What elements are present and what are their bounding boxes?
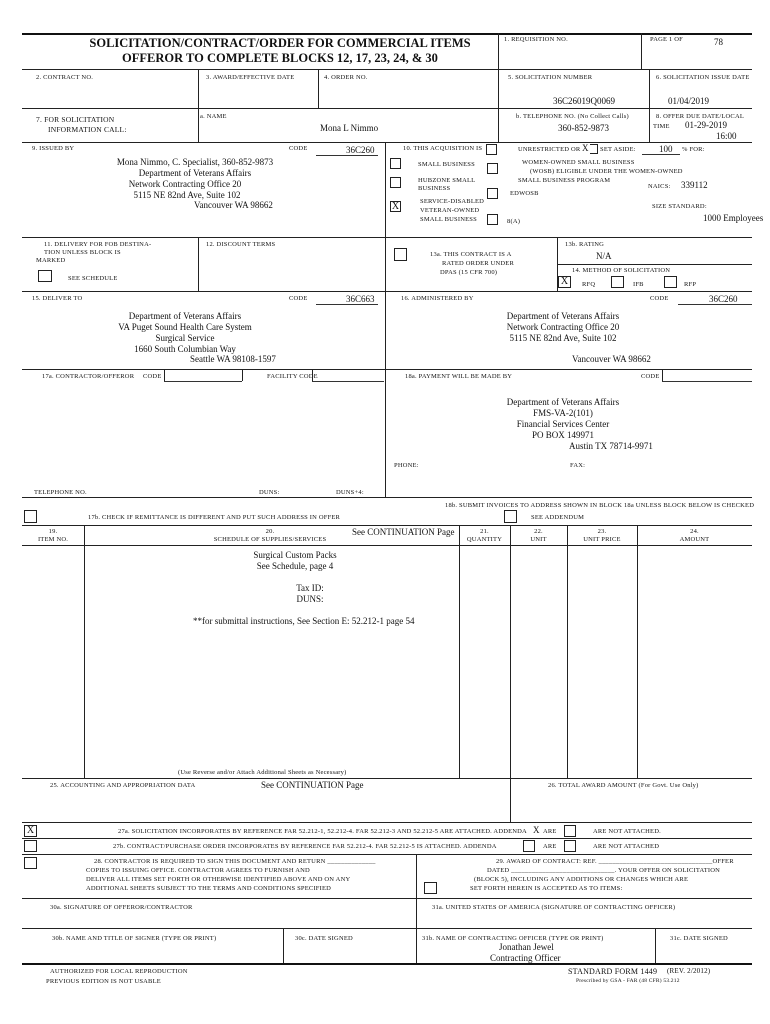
label-30b: 30b. NAME AND TITLE OF SIGNER (TYPE OR PRINT) [52, 935, 217, 942]
fob-checkbox[interactable] [38, 270, 52, 282]
col-20: 20. [265, 528, 275, 535]
label-fax: FAX: [570, 462, 586, 469]
deliver-to-line: 1660 South Columbian Way [134, 344, 236, 354]
hubzone-checkbox[interactable] [390, 177, 401, 188]
label-b4: 4. ORDER NO. [324, 74, 368, 81]
label-b11: MARKED [36, 257, 66, 264]
label-name: a. NAME [200, 113, 227, 120]
payment-line: FMS-VA-2(101) [533, 408, 593, 418]
label-are-not: ARE NOT ATTACHED. [593, 828, 661, 835]
rfp-checkbox[interactable] [664, 276, 677, 288]
footer-prescribed: Prescribed by GSA - FAR (48 CFR) 53.212 [576, 978, 680, 984]
tax-id-label: Tax ID: [296, 583, 324, 593]
footer-auth: AUTHORIZED FOR LOCAL REPRODUCTION [50, 968, 188, 975]
remittance-checkbox[interactable] [24, 510, 37, 523]
form-subtitle: OFFEROR TO COMPLETE BLOCKS 12, 17, 23, 24, & 30 [122, 51, 438, 65]
set-aside-pct: 100 [659, 144, 673, 154]
rule [22, 822, 752, 823]
label-29: SET FORTH HEREIN IS ACCEPTED AS TO ITEMS: [470, 885, 623, 892]
schedule-line: Surgical Custom Packs [253, 550, 337, 560]
col-rule [84, 525, 85, 778]
label-b13b: 13b. RATING [565, 241, 605, 248]
label-b15: 15. DELIVER TO [32, 295, 83, 302]
deliver-to-line: Department of Veterans Affairs [128, 311, 242, 321]
label-sdvosb: VETERAN-OWNED [420, 207, 480, 214]
underline [642, 154, 680, 155]
col-rule [416, 854, 417, 963]
see-continuation: See CONTINUATION Page [352, 527, 455, 537]
label-28: DELIVER ALL ITEMS SET FORTH OR OTHERWISE IDENTIFIED ABOVE AND ON ANY [86, 876, 351, 883]
label-b10: 10. THIS ACQUISITION IS [403, 145, 483, 152]
label-8a: 8(A) [507, 218, 521, 225]
rule [557, 264, 752, 265]
underline [662, 381, 752, 382]
27a-are-not-checkbox[interactable] [564, 825, 576, 837]
label-wosb: (WOSB) ELIGIBLE UNDER THE WOMEN-OWNED [530, 168, 683, 175]
label-ifb: IFB [633, 281, 644, 288]
col-rule [510, 525, 511, 822]
eight-a-checkbox[interactable] [487, 214, 498, 225]
label-page: PAGE 1 OF [650, 36, 683, 43]
size-standard: 1000 Employees [703, 213, 764, 223]
label-b3: 3. AWARD/EFFECTIVE DATE [206, 74, 295, 81]
col-21: QUANTITY [466, 536, 503, 543]
footer-prev: PREVIOUS EDITION IS NOT USABLE [46, 978, 161, 985]
col-21: 21. [480, 528, 489, 535]
sdvosb-checkbox[interactable]: X [391, 201, 400, 212]
col-24: AMOUNT [679, 536, 710, 543]
label-31c: 31c. DATE SIGNED [670, 935, 728, 942]
rule [662, 369, 663, 381]
page-total: 78 [714, 37, 723, 47]
label-edwosb: EDWOSB [510, 190, 539, 197]
label-29: DATED ______________________________. YOUR OFFER ON SOLICITATION [487, 867, 721, 874]
label-phone: PHONE: [394, 462, 419, 469]
label-b12: 12. DISCOUNT TERMS [206, 241, 276, 248]
footer-rev: (REV. 2/2012) [667, 967, 711, 975]
col-rule [649, 69, 650, 142]
label-sdvosb: SMALL BUSINESS [420, 216, 477, 223]
label-wosb: SMALL BUSINESS PROGRAM [518, 177, 611, 184]
col-20: SCHEDULE OF SUPPLIES/SERVICES [213, 536, 327, 543]
rule [22, 928, 752, 929]
rule [242, 369, 243, 381]
col-23: UNIT PRICE [583, 536, 621, 543]
contracting-officer-name: Jonathan Jewel [499, 942, 554, 952]
acquisition-checkbox[interactable] [486, 144, 497, 155]
offer-due-time: 16:00 [716, 131, 737, 141]
label-31b: 31b. NAME OF CONTRACTING OFFICER (TYPE OR PRINT) [422, 935, 604, 942]
rfq-checkbox[interactable]: X [558, 276, 571, 288]
underline [678, 304, 752, 305]
28-checkbox[interactable] [24, 857, 37, 869]
label-b1: 1. REQUISITION NO. [504, 36, 568, 43]
label-27b: 27b. CONTRACT/PURCHASE ORDER INCORPORATES BY REFERENCE FAR 52.212-4. FAR 52.212-5 IS ATTACHED. ADDENDA [113, 843, 497, 850]
rated-order-checkbox[interactable] [394, 248, 407, 261]
rule [22, 778, 752, 779]
addendum-checkbox[interactable] [504, 510, 517, 523]
label-b11: 11. DELIVERY FOR FOB DESTINA- [44, 241, 152, 248]
col-22: UNIT [530, 536, 547, 543]
label-see-schedule: SEE SCHEDULE [68, 275, 118, 282]
contact-name: Mona L Nimmo [320, 123, 379, 133]
label-b5: 5. SOLICITATION NUMBER [508, 74, 593, 81]
label-b6: 6. SOLICITATION ISSUE DATE [656, 74, 750, 81]
payment-line: Financial Services Center [516, 419, 610, 429]
payment-line: Department of Veterans Affairs [506, 397, 620, 407]
27a-checkbox[interactable]: X [24, 825, 37, 837]
col-rule [318, 69, 319, 108]
label-b16: 16. ADMINISTERED BY [401, 295, 474, 302]
label-code: CODE [289, 295, 308, 302]
contact-telephone: 360-852-9873 [558, 123, 609, 133]
label-b17a: 17a. CONTRACTOR/OFFEROR [42, 373, 135, 380]
underline [316, 304, 378, 305]
accounting-value: See CONTINUATION Page [261, 780, 364, 790]
label-b7b: INFORMATION CALL: [48, 125, 127, 134]
rule [22, 369, 752, 370]
label-duns4: DUNS+4: [336, 489, 364, 496]
issued-by-line: 5115 NE 82nd Ave, Suite 102 [133, 190, 241, 200]
col-rule [198, 69, 199, 142]
label-b11: TION UNLESS BLOCK IS [44, 249, 121, 256]
label-are-not: ARE NOT ATTACHED [593, 843, 660, 850]
contracting-officer-title: Contracting Officer [490, 953, 561, 963]
rule [22, 497, 385, 498]
label-small-business: SMALL BUSINESS [418, 161, 475, 168]
ifb-checkbox[interactable] [611, 276, 624, 288]
edwosb-checkbox[interactable] [487, 188, 498, 199]
label-code: CODE [650, 295, 669, 302]
issued-by-line: Network Contracting Office 20 [128, 179, 242, 189]
col-24: 24. [690, 528, 699, 535]
label-b18b: 18b. SUBMIT INVOICES TO ADDRESS SHOWN IN BLOCK 18a UNLESS BLOCK BELOW IS CHECKED [445, 502, 755, 509]
label-telephone: b. TELEPHONE NO. (No Collect Calls) [516, 113, 629, 120]
label-code: CODE [143, 373, 162, 380]
administered-by-line: 5115 NE 82nd Ave, Suite 102 [509, 333, 617, 343]
rule [385, 497, 752, 498]
label-are: ARE [543, 828, 557, 835]
naics-code: 339112 [681, 180, 708, 190]
29-checkbox[interactable] [424, 882, 437, 894]
rule [22, 838, 752, 839]
rule [22, 898, 752, 899]
payment-line: PO BOX 149971 [531, 430, 594, 440]
label-b18a: 18a. PAYMENT WILL BE MADE BY [405, 373, 513, 380]
rule [22, 854, 752, 855]
bottom-border [22, 963, 752, 965]
submittal-instructions: **for submittal instructions, See Section E: 52.212-1 page 54 [193, 616, 415, 626]
label-b25: 25. ACCOUNTING AND APPROPRIATION DATA [50, 782, 196, 789]
underline [164, 381, 242, 382]
administered-by-code: 36C260 [709, 294, 738, 304]
label-naics: NAICS: [648, 183, 671, 190]
offer-due-date: 01-29-2019 [685, 120, 727, 130]
label-hubzone: HUBZONE SMALL [418, 177, 476, 184]
col-rule [198, 237, 199, 291]
deliver-to-city: Seattle WA 98108-1597 [190, 354, 276, 364]
col-rule [637, 525, 638, 778]
payment-city: Austin TX 78714-9971 [569, 441, 653, 451]
duns-label: DUNS: [296, 594, 324, 604]
wosb-checkbox[interactable] [487, 163, 498, 174]
label-code: CODE [641, 373, 660, 380]
issued-by-city: Vancouver WA 98662 [194, 200, 273, 210]
top-border [22, 33, 752, 35]
col-19: 19. [48, 528, 58, 535]
label-unrestricted: UNRESTRICTED OR [518, 146, 581, 153]
administered-by-line: Department of Veterans Affairs [506, 311, 620, 321]
rule [22, 108, 752, 109]
label-28: 28. CONTRACTOR IS REQUIRED TO SIGN THIS DOCUMENT AND RETURN ______________ [94, 858, 376, 865]
rule [22, 237, 752, 238]
label-sdvosb: SERVICE-DISABLED [420, 198, 485, 205]
col-22: 22. [534, 528, 543, 535]
27b-checkbox[interactable] [24, 840, 37, 852]
label-b7: 7. FOR SOLICITATION [36, 115, 115, 124]
label-are: ARE [543, 843, 557, 850]
underline [316, 155, 378, 156]
rule [22, 69, 752, 70]
col-rule [655, 928, 656, 963]
label-31a: 31a. UNITED STATES OF AMERICA (SIGNATURE OF CONTRACTING OFFICER) [432, 904, 676, 911]
solicitation-number: 36C26019Q0069 [553, 96, 616, 106]
rule [312, 369, 313, 381]
col-rule [567, 525, 568, 778]
label-b9: 9. ISSUED BY [32, 145, 75, 152]
27a-are-mark: X [533, 825, 540, 835]
label-hubzone: BUSINESS [418, 185, 451, 192]
rule [22, 142, 752, 143]
label-rfp: RFP [684, 281, 697, 288]
issued-by-line: Mona Nimmo, C. Specialist, 360-852-9873 [116, 157, 274, 167]
label-set-aside: SET ASIDE: [600, 146, 636, 153]
reverse-note: (Use Reverse and/or Attach Additional Sheets as Necessary) [178, 769, 347, 776]
label-b14: 14. METHOD OF SOLICITATION [572, 267, 671, 274]
small-business-checkbox[interactable] [390, 158, 401, 169]
label-b13a: 13a. THIS CONTRACT IS A [430, 251, 512, 258]
label-27a: 27a. SOLICITATION INCORPORATES BY REFERENCE FAR 52.212-1, 52.212-4. FAR 52.212-3 AND 52.212-5 ARE ATTACHED. ADDENDA [118, 828, 527, 835]
label-b26: 26. TOTAL AWARD AMOUNT (For Govt. Use Only) [548, 782, 699, 789]
label-see-addendum: SEE ADDENDUM [531, 514, 585, 521]
label-b13a: RATED ORDER UNDER [442, 260, 515, 267]
label-pct-for: % FOR: [682, 146, 705, 153]
label-b13a: DPAS (15 CFR 700) [440, 269, 498, 276]
footer-form: STANDARD FORM 1449 [568, 967, 658, 976]
label-29: 29. AWARD OF CONTRACT: REF. _________________________________OFFER [496, 858, 734, 865]
col-rule [641, 33, 642, 69]
deliver-to-code: 36C663 [346, 294, 375, 304]
form-title: SOLICITATION/CONTRACT/ORDER FOR COMMERCIAL ITEMS [89, 36, 471, 50]
deliver-to-line: VA Puget Sound Health Care System [118, 322, 252, 332]
27b-are-not-checkbox[interactable] [564, 840, 576, 852]
label-30a: 30a. SIGNATURE OF OFFEROR/CONTRACTOR [50, 904, 193, 911]
col-rule [459, 525, 460, 778]
schedule-line: See Schedule, page 4 [256, 561, 334, 571]
label-facility-code: FACILITY CODE [267, 373, 318, 380]
label-28: COPIES TO ISSUING OFFICE. CONTRACTOR AGREES TO FURNISH AND [86, 867, 310, 874]
set-aside-checkbox[interactable] [590, 144, 598, 154]
underline [312, 381, 384, 382]
col-rule [385, 142, 386, 498]
rule [22, 525, 752, 526]
col-19: ITEM NO. [37, 536, 69, 543]
rule [22, 291, 752, 292]
rating-value: N/A [596, 251, 612, 261]
27b-are-checkbox[interactable] [523, 840, 535, 852]
label-b8: 8. OFFER DUE DATE/LOCAL [656, 113, 745, 120]
rule [164, 369, 165, 381]
label-b2: 2. CONTRACT NO. [36, 74, 94, 81]
col-rule [283, 928, 284, 963]
administered-by-city: Vancouver WA 98662 [572, 354, 651, 364]
deliver-to-line: Surgical Service [155, 333, 215, 343]
unrestricted-mark: X [582, 143, 589, 153]
issued-by-code: 36C260 [346, 145, 375, 155]
label-29: (BLOCK 5), INCLUDING ANY ADDITIONS OR CHANGES WHICH ARE [474, 876, 689, 883]
label-size: SIZE STANDARD: [652, 203, 707, 210]
label-duns: DUNS: [259, 489, 280, 496]
rule [22, 545, 752, 546]
label-rfq: RFQ [582, 281, 596, 288]
label-28: ADDITIONAL SHEETS SUBJECT TO THE TERMS AND CONDITIONS SPECIFIED [86, 885, 332, 892]
label-code: CODE [289, 145, 308, 152]
label-time: TIME [653, 123, 670, 130]
issue-date: 01/04/2019 [668, 96, 710, 106]
label-b17b: 17b. CHECK IF REMITTANCE IS DIFFERENT AND PUT SUCH ADDRESS IN OFFER [88, 514, 341, 521]
col-23: 23. [597, 528, 607, 535]
label-wosb: WOMEN-OWNED SMALL BUSINESS [522, 159, 635, 166]
label-30c: 30c. DATE SIGNED [295, 935, 353, 942]
issued-by-line: Department of Veterans Affairs [138, 168, 252, 178]
administered-by-line: Network Contracting Office 20 [506, 322, 620, 332]
label-telephone: TELEPHONE NO. [34, 489, 87, 496]
